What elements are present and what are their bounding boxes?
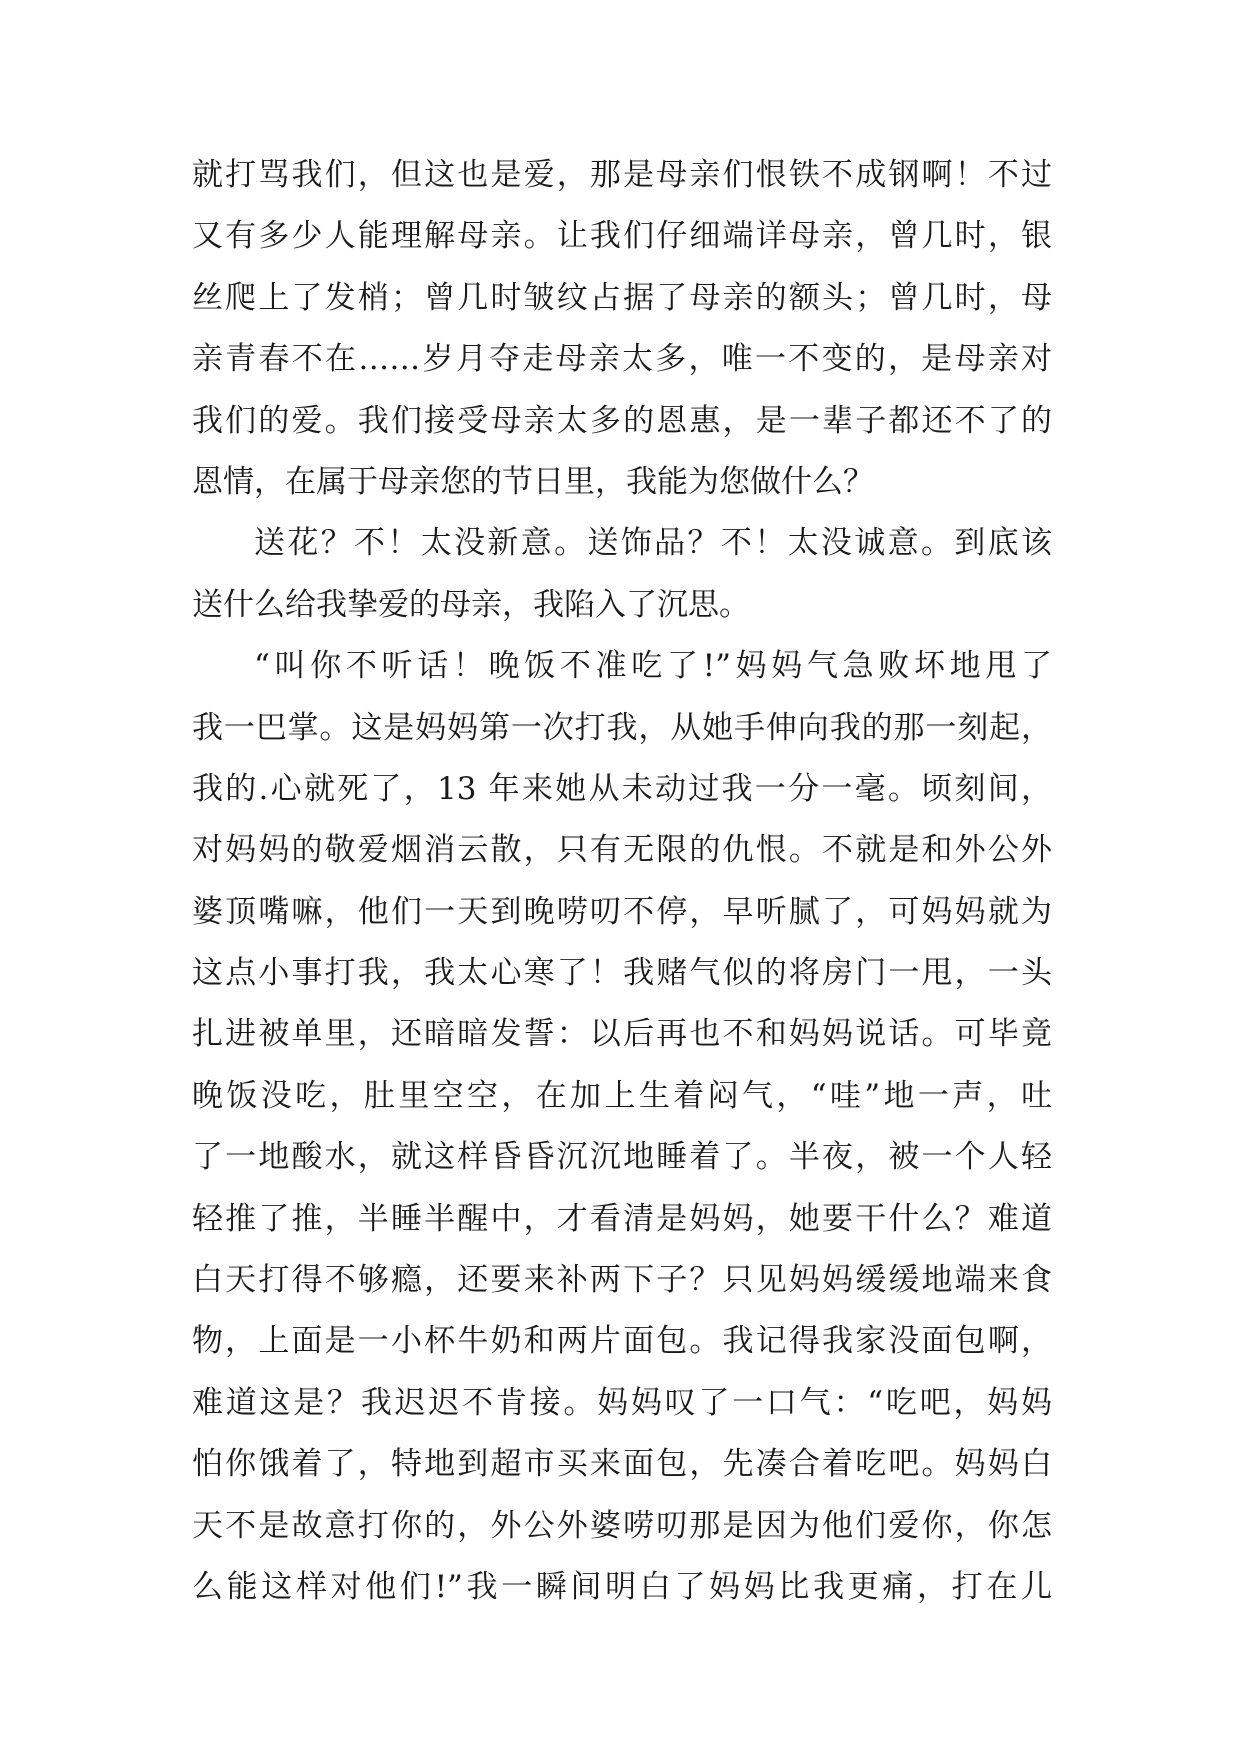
text-line: 白天打得不够瘾，还要来补两下子？只见妈妈缓缓地端来食 (192, 1262, 1052, 1299)
text-line: 我的.心就死了，13 年来她从未动过我一分一毫。顷刻间， (192, 770, 1052, 807)
text-line: 我们的爱。我们接受母亲太多的恩惠，是一辈子都还不了的 (192, 402, 1052, 439)
text-line: 物，上面是一小杯牛奶和两片面包。我记得我家没面包啊， (192, 1323, 1052, 1360)
text-line: 了一地酸水，就这样昏昏沉沉地睡着了。半夜，被一个人轻 (192, 1139, 1052, 1176)
text-line: 轻推了推，半睡半醒中，才看清是妈妈，她要干什么？难道 (192, 1200, 1052, 1237)
text-line: 就打骂我们，但这也是爱，那是母亲们恨铁不成钢啊！不过 (192, 157, 1052, 193)
text-line: 我一巴掌。这是妈妈第一次打我，从她手伸向我的那一刻起， (192, 709, 1052, 746)
text-line: 怕你饿着了，特地到超市买来面包，先凑合着吃吧。妈妈白 (192, 1446, 1052, 1483)
text-line: 这点小事打我，我太心寒了！我赌气似的将房门一甩，一头 (192, 955, 1052, 992)
text-line: 晚饭没吃，肚里空空，在加上生着闷气，“哇”地一声，吐 (192, 1077, 1052, 1114)
text-line: “叫你不听话！晚饭不准吃了!”妈妈气急败坏地甩了 (254, 648, 1052, 685)
body-text (192, 145, 1052, 1618)
text-line: 丝爬上了发梢；曾几时皱纹占据了母亲的额头；曾几时，母 (192, 279, 1052, 316)
text-line: 亲青春不在……岁月夺走母亲太多，唯一不变的，是母亲对 (192, 341, 1052, 378)
text-line: 送花？不！太没新意。送饰品？不！太没诚意。到底该 (254, 525, 1052, 562)
text-line: 送什么给我挚爱的母亲，我陷入了沉思。 (192, 586, 750, 623)
text-line: 扎进被单里，还暗暗发誓：以后再也不和妈妈说话。可毕竟 (192, 1016, 1052, 1053)
text-line: 难道这是？我迟迟不肯接。妈妈叹了一口气：“吃吧，妈妈 (192, 1384, 1052, 1421)
text-line: 对妈妈的敬爱烟消云散，只有无限的仇恨。不就是和外公外 (192, 832, 1052, 869)
text-line: 么能这样对他们!”我一瞬间明白了妈妈比我更痛，打在儿 (192, 1568, 1052, 1605)
text-line: 婆顶嘴嘛，他们一天到晚唠叨不停，早听腻了，可妈妈就为 (192, 893, 1052, 930)
text-line: 又有多少人能理解母亲。让我们仔细端详母亲，曾几时，银 (192, 218, 1052, 255)
text-line: 恩情，在属于母亲您的节日里，我能为您做什么？ (192, 463, 874, 500)
text-line: 天不是故意打你的，外公外婆唠叨那是因为他们爱你，你怎 (192, 1507, 1052, 1544)
